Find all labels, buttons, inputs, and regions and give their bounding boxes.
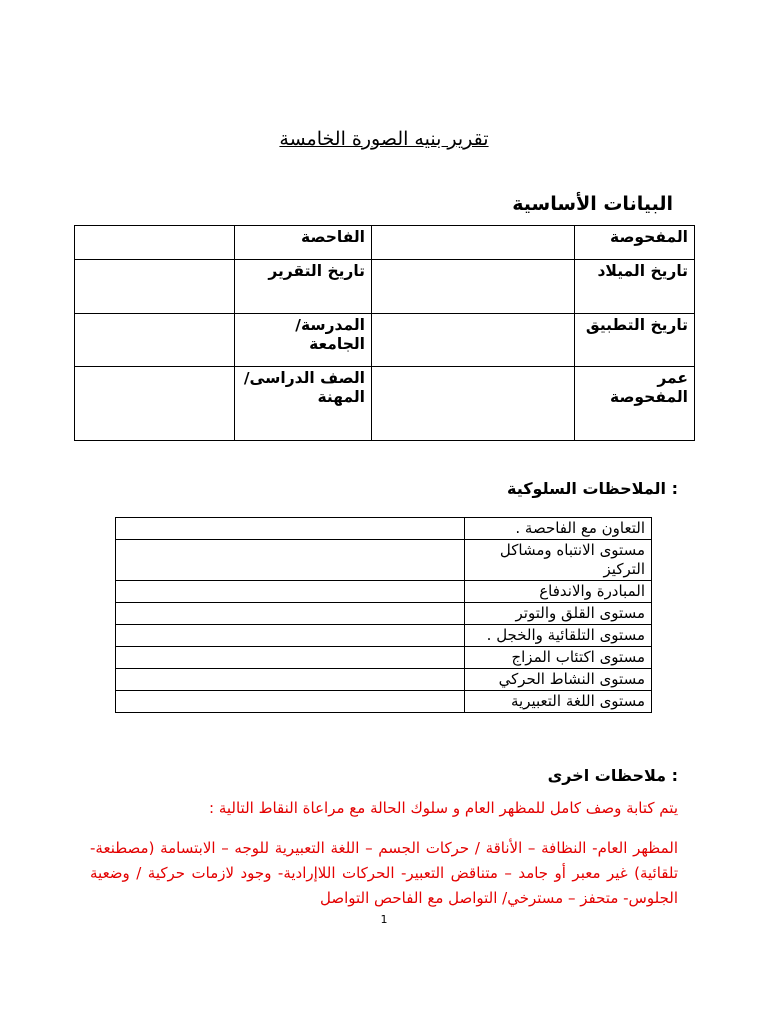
behavior-label: مستوى الانتباه ومشاكل التركيز [465, 540, 652, 581]
behavior-label: مستوى اكتئاب المزاج [465, 647, 652, 669]
behavior-label: مستوى القلق والتوتر [465, 603, 652, 625]
table-value-cell[interactable] [372, 226, 575, 260]
table-row [75, 260, 695, 314]
table-row [116, 518, 652, 540]
table-row [75, 367, 695, 441]
behavior-label: مستوى النشاط الحركي [465, 669, 652, 691]
table-value-cell[interactable] [75, 314, 235, 367]
table-value-cell[interactable] [75, 260, 235, 314]
behavior-label: مستوى التلقائية والخجل . [465, 625, 652, 647]
table-label-cell: تاريخ التقرير [235, 260, 372, 314]
table-value-cell[interactable] [372, 260, 575, 314]
table-label-cell: تاريخ الميلاد [575, 260, 695, 314]
instruction-text: يتم كتابة وصف كامل للمظهر العام و سلوك الحالة مع مراعاة النقاط التالية : [209, 799, 678, 817]
table-label-cell: عمر المفحوصة [575, 367, 695, 441]
table-row [116, 691, 652, 713]
behavior-value[interactable] [116, 647, 465, 669]
behavior-value[interactable] [116, 625, 465, 647]
table-value-cell[interactable] [372, 367, 575, 441]
basic-data-table [74, 225, 695, 441]
table-label-cell: المفحوصة [575, 226, 695, 260]
table-label-cell: الفاحصة [235, 226, 372, 260]
behavior-label: التعاون مع الفاحصة . [465, 518, 652, 540]
behavior-value[interactable] [116, 581, 465, 603]
basic-data-heading: البيانات الأساسية [512, 193, 673, 215]
table-label-cell: تاريخ التطبيق [575, 314, 695, 367]
table-label-cell: المدرسة/ الجامعة [235, 314, 372, 367]
table-row [116, 603, 652, 625]
table-label-cell: الصف الدراسى/المهنة [235, 367, 372, 441]
behavior-heading: الملاحظات السلوكية : [507, 479, 678, 498]
behavior-label: مستوى اللغة التعبيرية [465, 691, 652, 713]
behavior-value[interactable] [116, 691, 465, 713]
other-notes-heading: ملاحظات اخرى : [547, 766, 678, 785]
table-row [116, 581, 652, 603]
notes-paragraph: المظهر العام- النظافة – الأناقة / حركات الجسم – اللغة التعبيرية للوجه – الابتسامة (مصطنعة- تلقائية) غير معبر أو جامد – متناقض التعبير- الحركات اللاإرادية- وجود لازمات حركية / وضعية الجلوس- متحفز – مسترخي/ التواصل مع الفاحص التواصل [90, 839, 678, 907]
behavior-value[interactable] [116, 518, 465, 540]
table-row [116, 625, 652, 647]
behavior-table [115, 517, 652, 713]
table-row [75, 314, 695, 367]
page-number: 1 [380, 913, 388, 926]
table-value-cell[interactable] [75, 367, 235, 441]
table-row [116, 669, 652, 691]
page-title: تقرير بنيه الصورة الخامسة [279, 128, 489, 150]
behavior-label: المبادرة والاندفاع [465, 581, 652, 603]
behavior-value[interactable] [116, 540, 465, 581]
table-row [116, 647, 652, 669]
table-row [116, 540, 652, 581]
table-row [75, 226, 695, 260]
table-value-cell[interactable] [372, 314, 575, 367]
table-value-cell[interactable] [75, 226, 235, 260]
behavior-value[interactable] [116, 669, 465, 691]
behavior-value[interactable] [116, 603, 465, 625]
